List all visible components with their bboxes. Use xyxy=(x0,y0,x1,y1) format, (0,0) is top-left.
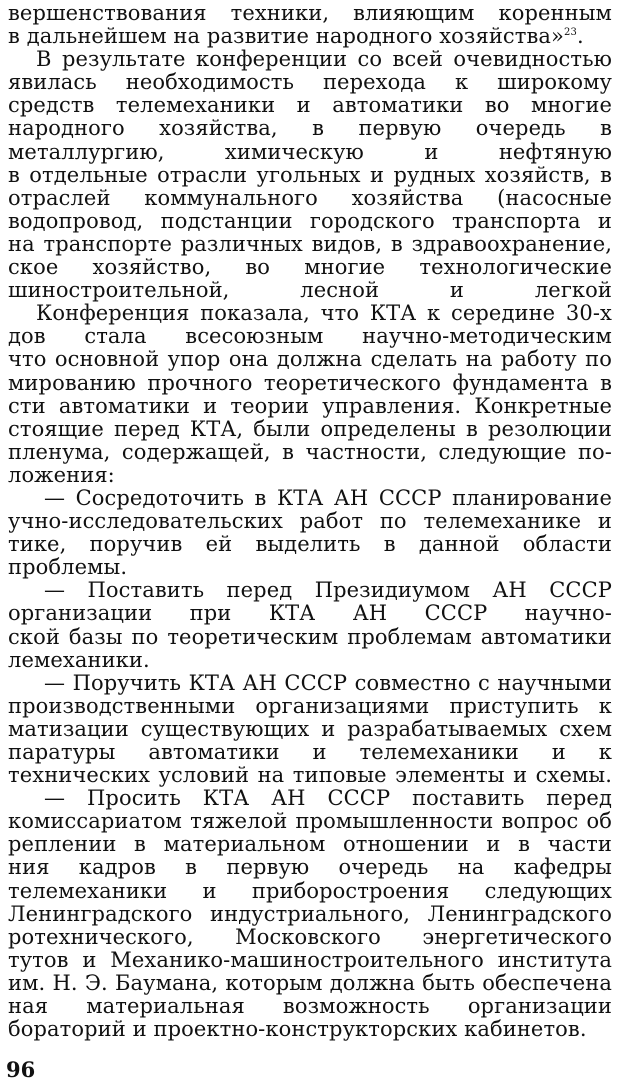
list-item-first-line: — Просить КТА АН СССР поставить перед xyxy=(44,787,612,811)
text-line: производственными организациями приступить к xyxy=(8,694,612,718)
text-line: учно-исследовательских работ по телемеханике и xyxy=(8,510,612,534)
text-line: тике, поручив ей выделить в данной области xyxy=(8,533,612,557)
list-item-first-line: — Сосредоточить в КТА АН СССР планирование xyxy=(44,486,612,510)
text-line: телемеханики и приборостроения следующих xyxy=(8,879,612,903)
text-line: комиссариатом тяжелой промышленности вопрос об xyxy=(8,810,612,834)
text-line: технических условий на типовые элементы и схемы. xyxy=(8,764,612,788)
text-line: дов стала всесоюзным научно-методическим xyxy=(8,325,612,349)
text-line: мированию прочного теоретического фундамента в xyxy=(8,371,612,395)
text-line: проблемы. xyxy=(8,555,128,580)
text-line: народного хозяйства, в первую очередь в xyxy=(8,117,612,141)
paragraph-first-line: В результате конференции со всей очевидностью xyxy=(36,48,612,72)
text-line: водопровод, подстанции городского транспорта и xyxy=(8,209,612,233)
text-line: им. Н. Э. Баумана, которым должна быть обеспечена xyxy=(8,971,612,995)
text-line: металлургию, химическую и нефтяную xyxy=(8,140,612,164)
text-line: матизации существующих и разрабатываемых схем xyxy=(8,717,612,741)
text-line: явилась необходимость перехода к широкому xyxy=(8,71,612,95)
text-line: в отдельные отрасли угольных и рудных хозяйств, в xyxy=(8,163,612,187)
text-line: шиностроительной, лесной и легкой xyxy=(8,279,612,303)
text-line: ложения: xyxy=(8,462,115,487)
text-line: лемеханики. xyxy=(8,647,150,672)
text-line: ское хозяйство, во многие технологические xyxy=(8,256,612,280)
text-line: ния кадров в первую очередь на кафедры xyxy=(8,856,612,880)
text-line: реплении в материальном отношении и в части xyxy=(8,833,612,857)
text-line: на транспорте различных видов, в здравоохранение, xyxy=(8,232,612,256)
text-line: стоящие перед КТА, были определены в резолюции xyxy=(8,417,612,441)
text-line: в дальнейшем на развитие народного хозяйства»$^{23}$. xyxy=(8,24,584,49)
body-text xyxy=(8,2,612,1041)
text-line: организации при КТА АН СССР научно- xyxy=(8,602,612,626)
list-item-first-line: — Поставить перед Президиумом АН СССР xyxy=(44,579,612,603)
text-line-content: в дальнейшем на развитие народного хозяйства» xyxy=(8,24,564,49)
text-line: Ленинградского индустриального, Ленинградского xyxy=(8,902,612,926)
text-line: средств телемеханики и автоматики во многие xyxy=(8,94,612,118)
footnote-reference: 23 xyxy=(564,27,577,39)
text-line: ской базы по теоретическим проблемам автоматики xyxy=(8,625,612,649)
text-line: отраслей коммунального хозяйства (насосные xyxy=(8,186,612,210)
text-line: ротехнического, Московского энергетического xyxy=(8,925,612,949)
text-line: бораторий и проектно-конструкторских кабинетов. xyxy=(8,1017,587,1042)
paragraph-first-line: Конференция показала, что КТА к середине 30-х xyxy=(36,302,612,326)
text-line: вершенствования техники, влияющим коренным xyxy=(8,2,612,25)
text-line: сти автоматики и теории управления. Конкретные xyxy=(8,394,612,418)
list-item-first-line: — Поручить КТА АН СССР совместно с научными xyxy=(44,671,612,695)
text-line: паратуры автоматики и телемеханики и к xyxy=(8,741,612,764)
page-number: 96 xyxy=(6,1057,36,1082)
text-line: ная материальная возможность организации xyxy=(8,995,612,1019)
text-line: пленума, содержащей, в частности, следующие по- xyxy=(8,440,612,464)
text-line: тутов и Механико-машиностроительного института xyxy=(8,948,612,972)
text-line: что основной упор она должна сделать на работу по xyxy=(8,348,612,372)
